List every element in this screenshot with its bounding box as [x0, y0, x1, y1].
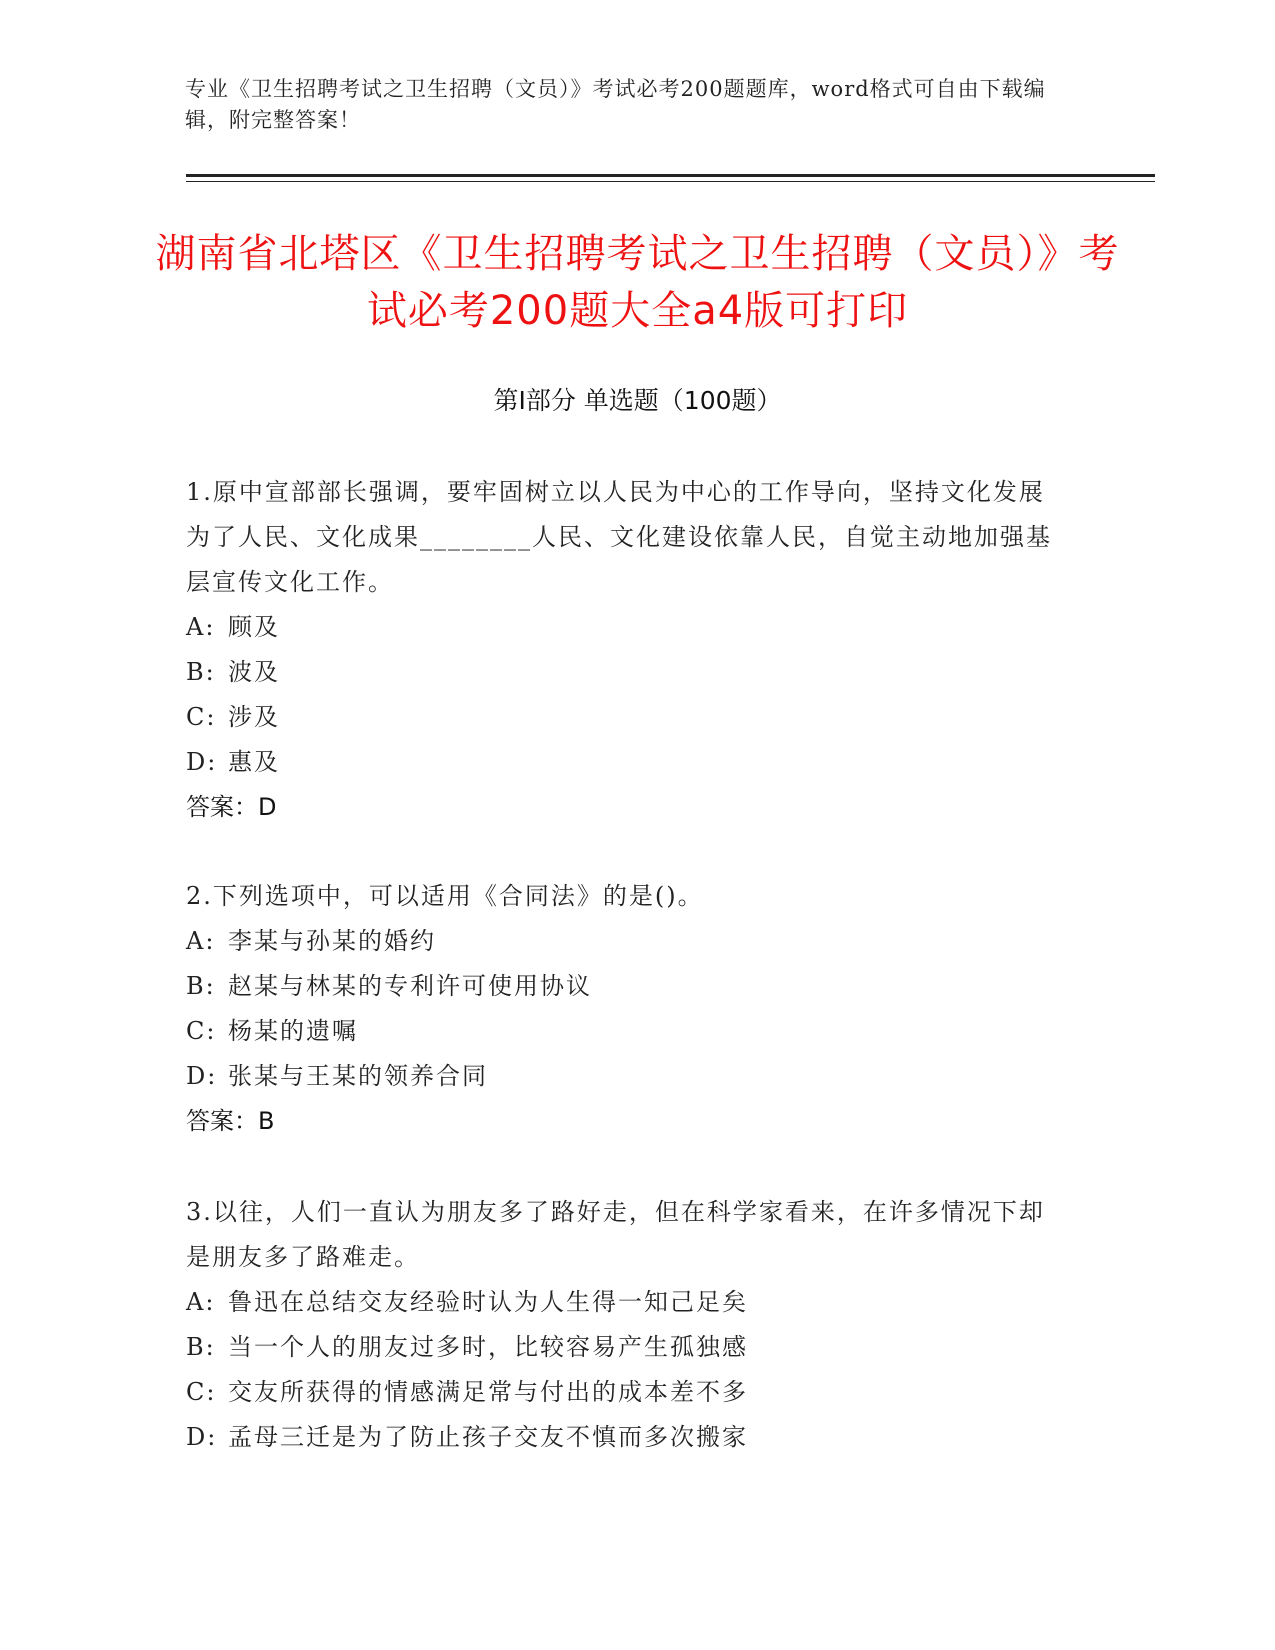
option-text: 李某与孙某的婚约 [228, 927, 436, 955]
section-title: 第I部分 单选题（100题） [493, 386, 782, 415]
option-c [186, 1009, 1066, 1054]
option-a [186, 605, 1066, 650]
option-d [186, 1415, 1066, 1460]
option-text: 惠及 [228, 748, 280, 776]
question-1 [186, 470, 1066, 830]
option-letter: B: [186, 1333, 216, 1361]
option-b [186, 964, 1066, 1009]
option-letter: C: [186, 1378, 217, 1406]
option-c [186, 1370, 1066, 1415]
option-d [186, 1054, 1066, 1099]
option-text: 波及 [228, 658, 280, 686]
option-text: 交友所获得的情感满足常与付出的成本差不多 [228, 1378, 748, 1406]
answer: 答案：D [186, 793, 277, 821]
option-text: 顾及 [228, 613, 280, 641]
option-c [186, 695, 1066, 740]
option-a [186, 919, 1066, 964]
option-a [186, 1280, 1066, 1325]
header-rule-thick [186, 174, 1155, 177]
option-text: 孟母三迁是为了防止孩子交友不慎而多次搬家 [228, 1423, 748, 1451]
question-text: 1.原中宣部部长强调，要牢固树立以人民为中心的工作导向，坚持文化发展为了人民、文化成果________人民、文化建设依靠人民，自觉主动地加强基层宣传文化工作。 [186, 478, 1052, 596]
option-letter: D: [186, 1423, 218, 1451]
option-letter: A: [186, 613, 216, 641]
question-text: 2.下列选项中，可以适用《合同法》的是()。 [186, 882, 704, 910]
option-letter: D: [186, 748, 218, 776]
question-3 [186, 1190, 1066, 1460]
option-text: 涉及 [228, 703, 280, 731]
header-note: 专业《卫生招聘考试之卫生招聘（文员）》考试必考200题题库，word格式可自由下载编辑，附完整答案！ [185, 77, 1046, 132]
option-letter: C: [186, 703, 217, 731]
option-text: 赵某与林某的专利许可使用协议 [228, 972, 592, 1000]
header-rule-thin [186, 181, 1155, 182]
option-text: 鲁迅在总结交友经验时认为人生得一知己足矣 [228, 1288, 748, 1316]
document-title: 湖南省北塔区《卫生招聘考试之卫生招聘（文员）》考试必考200题大全a4版可打印 [155, 231, 1120, 334]
option-b [186, 1325, 1066, 1370]
option-text: 杨某的遗嘱 [228, 1017, 358, 1045]
option-text: 当一个人的朋友过多时，比较容易产生孤独感 [228, 1333, 748, 1361]
question-2 [186, 874, 1066, 1144]
option-letter: B: [186, 658, 216, 686]
option-text: 张某与王某的领养合同 [228, 1062, 488, 1090]
option-letter: C: [186, 1017, 217, 1045]
answer: 答案：B [186, 1107, 275, 1135]
option-letter: A: [186, 927, 216, 955]
option-letter: D: [186, 1062, 218, 1090]
option-d [186, 740, 1066, 785]
option-letter: B: [186, 972, 216, 1000]
option-b [186, 650, 1066, 695]
option-letter: A: [186, 1288, 216, 1316]
question-text: 3.以往，人们一直认为朋友多了路好走，但在科学家看来，在许多情况下却是朋友多了路难走。 [186, 1198, 1045, 1271]
